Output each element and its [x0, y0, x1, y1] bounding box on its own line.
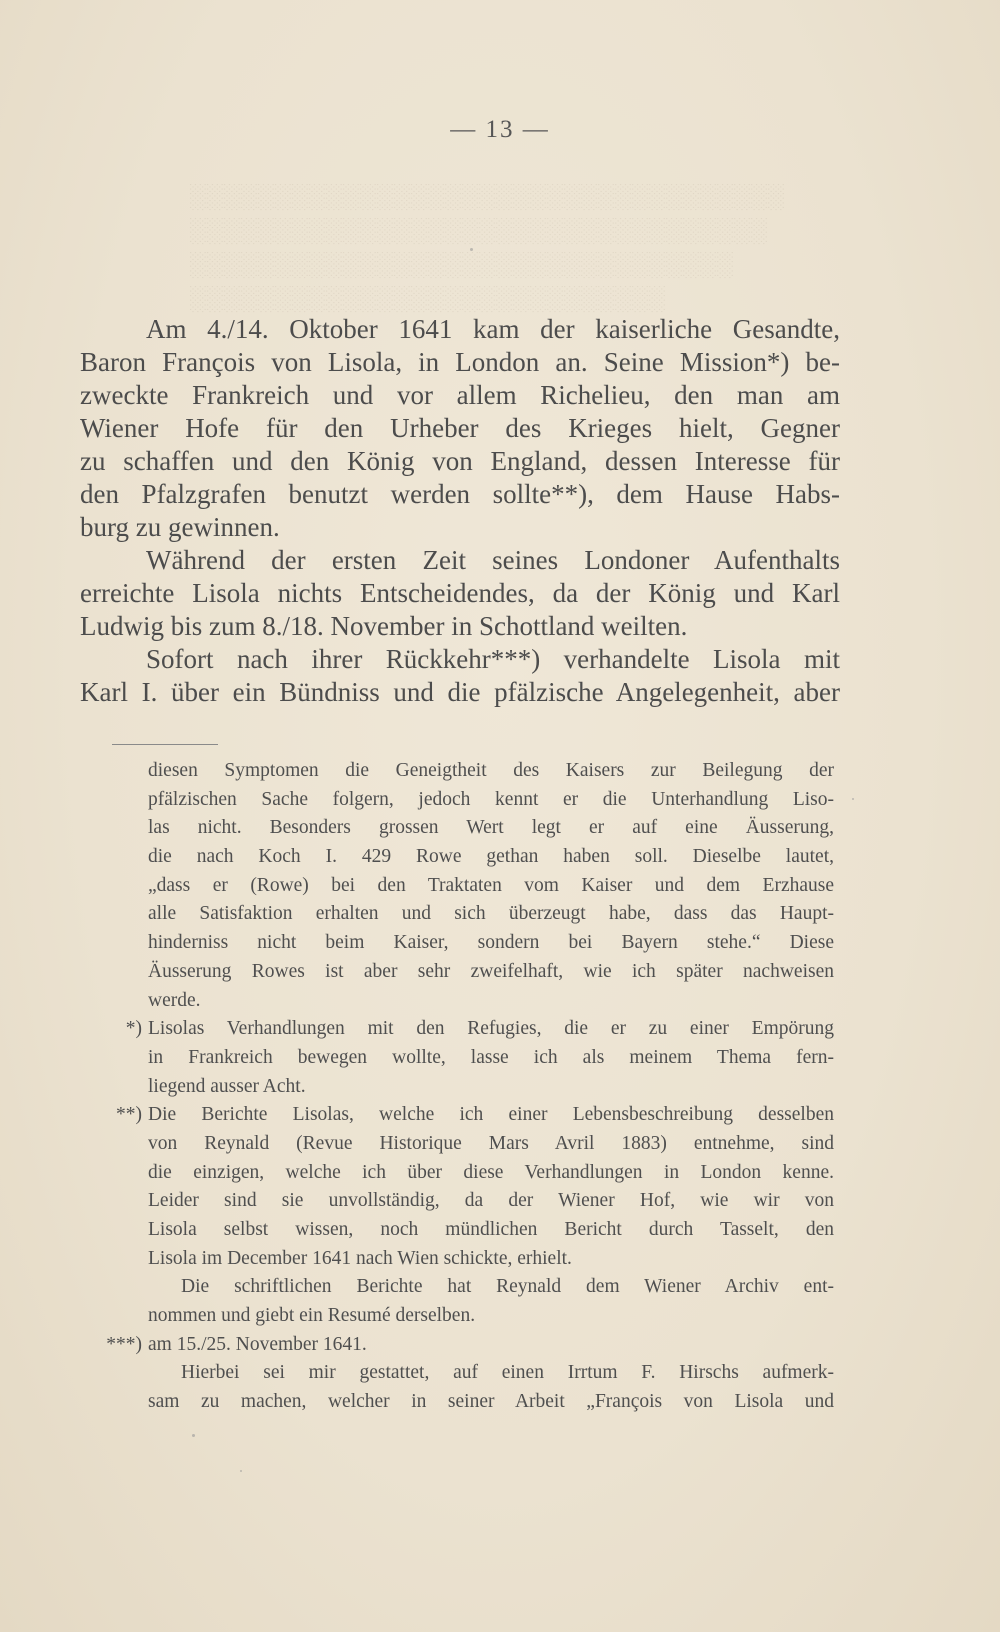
footnote-text-line: die nach Koch I. 429 Rowe gethan haben soll. Dieselbe lautet,: [148, 846, 834, 868]
footnote-line-wrap: [148, 1073, 834, 1102]
show-through-texture: ░░░░░░░░░░░░░░░░░░░░░░░░░░░░░░░░░░░ ░░░░░░░░░░░░░░░░░░░░░░░░░░░░░░░░░░ ░░░░░░░░░░░░░░░░░░░░░░░░░░░░░░░░ ░░░░░░░░░░░░░░░░░░░░░░░░░░░░: [190, 184, 786, 312]
footnote-text-line: „dass er (Rowe) bei den Traktaten vom Kaiser und dem Erzhause: [148, 874, 834, 896]
footnote-line-wrap: [148, 757, 834, 786]
footnote-line-wrap: [148, 1359, 834, 1388]
footnotes-block: [106, 757, 834, 1417]
footnote-text-line: Leider sind sie unvollständig, da der Wiener Hof, wie wir von: [148, 1190, 834, 1212]
footnote-text-line: liegend ausser Acht.: [148, 1075, 306, 1097]
footnote-line-wrap: [148, 1130, 834, 1159]
footnote-text-line: die einzigen, welche ich über diese Verhandlungen in London kenne.: [148, 1161, 834, 1183]
footnote-line-wrap: [148, 1159, 834, 1188]
footnote-text-line: Die Berichte Lisolas, welche ich einer Lebensbeschreibung desselben: [148, 1104, 834, 1126]
footnote-line-wrap: [148, 987, 834, 1016]
footnote-text-line: Hierbei sei mir gestattet, auf einen Irrtum F. Hirschs aufmerk-: [181, 1362, 834, 1384]
footnote-line-wrap: [148, 929, 834, 958]
footnote-line-wrap: [148, 1273, 834, 1302]
main-text-line: Während der ersten Zeit seines Londoner Aufenthalts: [146, 545, 840, 575]
footnote-line-wrap: [148, 814, 834, 843]
footnote-text-line: am 15./25. November 1641.: [148, 1333, 367, 1355]
footnote-line-wrap: [116, 1101, 834, 1130]
main-body-text: [80, 313, 840, 709]
main-text-line: Baron François von Lisola, in London an. Seine Mission*) be-: [80, 347, 840, 377]
footnote-line-wrap: [148, 1245, 834, 1274]
footnote-line-wrap: [148, 872, 834, 901]
footnote-line-wrap: [148, 1302, 834, 1331]
main-text-line: zweckte Frankreich und vor allem Richelieu, den man am: [80, 380, 840, 410]
footnote-line-wrap: [148, 1388, 834, 1417]
main-text-line: den Pfalzgrafen benutzt werden sollte**), dem Hause Habs-: [80, 479, 840, 509]
footnote-text-line: hinderniss nicht beim Kaiser, sondern bei Bayern stehe.“ Diese: [148, 932, 834, 954]
footnote-text-line: Äusserung Rowes ist aber sehr zweifelhaft, wie ich später nachweisen: [148, 960, 834, 982]
footnote-text-line: Lisolas Verhandlungen mit den Refugies, die er zu einer Empörung: [148, 1018, 834, 1040]
paper-speck: [470, 248, 473, 251]
paper-speck: [852, 798, 854, 800]
footnote-text-line: Lisola selbst wissen, noch mündlichen Bericht durch Tasselt, den: [148, 1219, 834, 1240]
main-text-line: burg zu gewinnen.: [80, 512, 280, 542]
footnote-marker: **): [116, 1104, 142, 1126]
footnote-line-wrap: [148, 1216, 834, 1245]
main-text-line: Karl I. über ein Bündniss und die pfälzische Angelegenheit, aber: [80, 677, 840, 707]
footnote-line-wrap: [148, 1187, 834, 1216]
footnote-line-wrap: [148, 1044, 834, 1073]
footnote-marker: *): [125, 1018, 142, 1040]
footnote-line-wrap: [148, 958, 834, 987]
footnote-text-line: sam zu machen, welcher in seiner Arbeit „François von Lisola und: [148, 1391, 834, 1413]
footnote-marker: ***): [106, 1333, 142, 1355]
page-number: — 13 —: [450, 116, 550, 143]
footnote-text-line: alle Satisfaktion erhalten und sich überzeugt habe, dass das Haupt-: [148, 903, 834, 925]
main-text-line: erreichte Lisola nichts Entscheidendes, da der König und Karl: [80, 578, 840, 608]
footnote-line-wrap: [148, 786, 834, 815]
footnote-line-wrap: [148, 843, 834, 872]
footnote-text-line: diesen Symptomen die Geneigtheit des Kaisers zur Beilegung der: [148, 760, 834, 781]
main-text-line: Ludwig bis zum 8./18. November in Schottland weilten.: [80, 611, 688, 641]
footnote-text-line: werde.: [148, 989, 201, 1011]
main-text-line: Am 4./14. Oktober 1641 kam der kaiserliche Gesandte,: [146, 314, 840, 344]
paper-speck: [240, 1470, 242, 1472]
footnote-text-line: in Frankreich bewegen wollte, lasse ich als meinem Thema fern-: [148, 1046, 834, 1068]
footnote-text-line: las nicht. Besonders grossen Wert legt er auf eine Äusserung,: [148, 817, 834, 839]
footnote-text-line: Die schriftlichen Berichte hat Reynald dem Wiener Archiv ent-: [181, 1276, 834, 1298]
main-text-line: Sofort nach ihrer Rückkehr***) verhandelte Lisola mit: [146, 644, 840, 674]
footnote-text-line: nommen und giebt ein Resumé derselben.: [148, 1305, 476, 1327]
footnote-line-wrap: [106, 1331, 834, 1360]
footnote-separator-rule: [112, 744, 218, 745]
footnote-line-wrap: [148, 900, 834, 929]
paper-speck: [192, 1434, 195, 1437]
main-text-line: zu schaffen und den König von England, dessen Interesse für: [80, 446, 840, 476]
footnote-text-line: pfälzischen Sache folgern, jedoch kennt er die Unterhandlung Liso-: [148, 788, 834, 810]
footnote-line-wrap: [125, 1015, 834, 1044]
footnote-text-line: Lisola im December 1641 nach Wien schickte, erhielt.: [148, 1247, 572, 1269]
main-text-line: Wiener Hofe für den Urheber des Krieges hielt, Gegner: [80, 413, 840, 443]
footnote-text-line: von Reynald (Revue Historique Mars Avril 1883) entnehme, sind: [148, 1132, 834, 1154]
